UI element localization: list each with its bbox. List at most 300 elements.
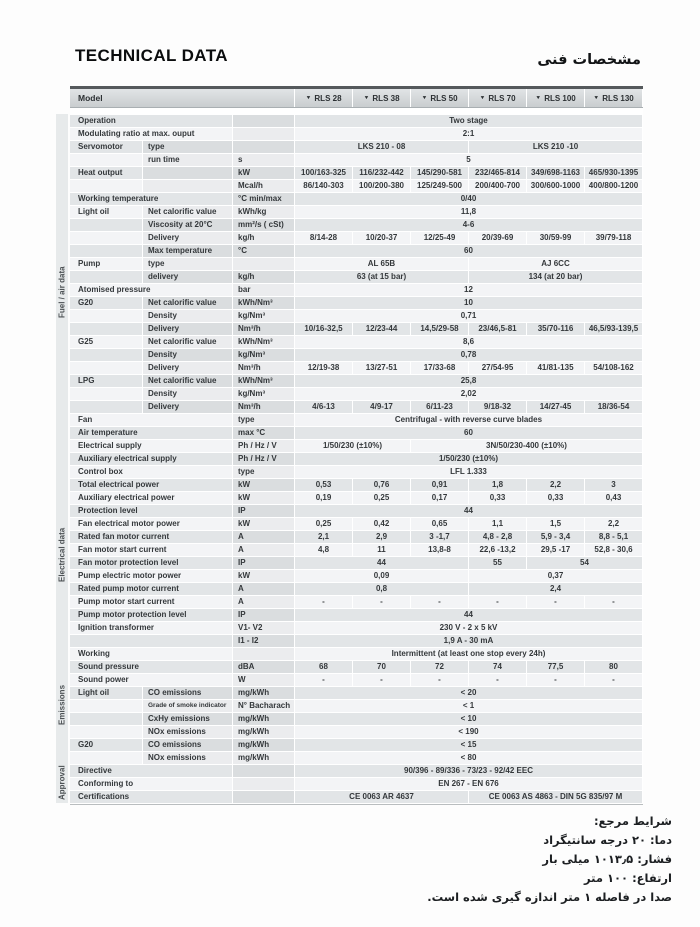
- cell-value: 8,8 - 5,1: [585, 531, 643, 543]
- table-row: [70, 583, 643, 596]
- row-label: G20: [70, 739, 143, 751]
- cell-value: 232/465-814: [469, 167, 527, 179]
- row-unit: A: [233, 583, 295, 595]
- cell-value: 145/290-581: [411, 167, 469, 179]
- row-label: Certifications: [70, 791, 233, 803]
- row-label: Servomotor: [70, 141, 143, 153]
- cell-value: < 10: [295, 713, 643, 725]
- row-unit: Ph / Hz / V: [233, 440, 295, 452]
- table-row: [70, 778, 643, 791]
- cell-value: Centrifugal - with reverse curve blades: [295, 414, 643, 426]
- row-unit: Nm³/h: [233, 401, 295, 413]
- cell-value: 46,5/93-139,5: [585, 323, 643, 335]
- row-unit: [233, 128, 295, 140]
- row-label: Fan motor protection level: [70, 557, 233, 569]
- row-label: [70, 232, 143, 244]
- row-sublabel: Delivery: [143, 323, 233, 335]
- table-row: [70, 375, 643, 388]
- row-unit: s: [233, 154, 295, 166]
- table-row: [70, 440, 643, 453]
- row-unit: mg/kWh: [233, 726, 295, 738]
- cell-value: 0,91: [411, 479, 469, 491]
- table-row: [70, 531, 643, 544]
- row-sublabel: Delivery: [143, 401, 233, 413]
- row-label: Working: [70, 648, 233, 660]
- table-row: [70, 739, 643, 752]
- row-label: Fan motor start current: [70, 544, 233, 556]
- row-label: Protection level: [70, 505, 233, 517]
- table-row: [70, 193, 643, 206]
- cell-value: 8/14-28: [295, 232, 353, 244]
- cell-value: 29,5 -17: [527, 544, 585, 556]
- row-unit: mm²/s ( cSt): [233, 219, 295, 231]
- row-sublabel: Grade of smoke indicator: [143, 700, 233, 712]
- row-unit: kWh/Nm³: [233, 375, 295, 387]
- row-label: Modulating ratio at max. ouput: [70, 128, 233, 140]
- table-row: [70, 232, 643, 245]
- row-unit: [233, 648, 295, 660]
- cell-value: -: [411, 596, 469, 608]
- row-label: Electrical supply: [70, 440, 233, 452]
- cell-value: 60: [295, 245, 643, 257]
- footnote-line: دما: ۲۰ درجه سانتیگراد: [543, 833, 672, 847]
- page-title: TECHNICAL DATA: [75, 46, 228, 65]
- row-unit: mg/kWh: [233, 687, 295, 699]
- cell-value: 41/81-135: [527, 362, 585, 374]
- row-label: [70, 154, 143, 166]
- row-unit: [233, 258, 295, 270]
- table-row: [70, 284, 643, 297]
- table-row: [70, 297, 643, 310]
- model-name: RLS 130: [602, 93, 634, 103]
- model-columns: [295, 89, 643, 107]
- row-label: Ignition transformer: [70, 622, 233, 634]
- table-row: [70, 609, 643, 622]
- row-unit: kg/Nm³: [233, 310, 295, 322]
- cell-value: 70: [353, 661, 411, 673]
- cell-value: 86/140-303: [295, 180, 353, 192]
- table-row: [70, 765, 643, 778]
- model-column-header: [585, 89, 643, 107]
- row-unit: mg/kWh: [233, 713, 295, 725]
- row-label: Conforming to: [70, 778, 233, 790]
- model-column-header: [295, 89, 353, 107]
- cell-value: 20/39-69: [469, 232, 527, 244]
- table-row: [70, 492, 643, 505]
- cell-value: -: [469, 596, 527, 608]
- cell-value: 4-6: [295, 219, 643, 231]
- cell-value: -: [295, 674, 353, 686]
- row-label: Pump: [70, 258, 143, 270]
- table-row: [70, 271, 643, 284]
- table-row: [70, 349, 643, 362]
- cell-value: 14,5/29-58: [411, 323, 469, 335]
- row-unit: A: [233, 544, 295, 556]
- row-sublabel: [143, 167, 233, 179]
- cell-value: -: [585, 674, 643, 686]
- cell-value: CE 0063 AR 4637: [295, 791, 469, 803]
- row-label: Sound power: [70, 674, 233, 686]
- table-row: [70, 388, 643, 401]
- cell-value: 230 V - 2 x 5 kV: [295, 622, 643, 634]
- cell-value: 0,53: [295, 479, 353, 491]
- cell-value: 3N/50/230-400 (±10%): [411, 440, 643, 452]
- cell-value: 18/36-54: [585, 401, 643, 413]
- model-name: RLS 100: [544, 93, 576, 103]
- row-sublabel: type: [143, 141, 233, 153]
- cell-value: 116/232-442: [353, 167, 411, 179]
- model-name: RLS 38: [372, 93, 400, 103]
- table-main: [70, 86, 643, 805]
- model-header-label: Model: [70, 89, 295, 107]
- row-unit: A: [233, 531, 295, 543]
- row-label: Pump motor start current: [70, 596, 233, 608]
- row-label: Light oil: [70, 687, 143, 699]
- cell-value: 55: [469, 557, 527, 569]
- reference-conditions-notes: [427, 812, 672, 907]
- cell-value: 35/70-116: [527, 323, 585, 335]
- cell-value: 11: [353, 544, 411, 556]
- cell-value: 25,8: [295, 375, 643, 387]
- cell-value: 3: [585, 479, 643, 491]
- row-sublabel: [143, 180, 233, 192]
- row-label: Rated pump motor current: [70, 583, 233, 595]
- table-row: [70, 414, 643, 427]
- table-row: [70, 115, 643, 128]
- row-sublabel: Delivery: [143, 362, 233, 374]
- table-row: [70, 479, 643, 492]
- cell-value: 74: [469, 661, 527, 673]
- cell-value: CE 0063 AS 4863 - DIN 5G 835/97 M: [469, 791, 643, 803]
- cell-value: < 190: [295, 726, 643, 738]
- cell-value: 125/249-500: [411, 180, 469, 192]
- row-unit: Mcal/h: [233, 180, 295, 192]
- cell-value: 2,4: [469, 583, 643, 595]
- row-label: [70, 362, 143, 374]
- row-label: [70, 713, 143, 725]
- cell-value: 10: [295, 297, 643, 309]
- row-sublabel: Max temperature: [143, 245, 233, 257]
- page-title-farsi: مشخصات فنی: [537, 52, 641, 68]
- row-sublabel: delivery: [143, 271, 233, 283]
- cell-value: 0,76: [353, 479, 411, 491]
- cell-value: 2,2: [585, 518, 643, 530]
- row-sublabel: NOx emissions: [143, 752, 233, 764]
- row-sublabel: Net calorific value: [143, 206, 233, 218]
- row-label: [70, 401, 143, 413]
- cell-value: 10/16-32,5: [295, 323, 353, 335]
- cell-value: 134 (at 20 bar): [469, 271, 643, 283]
- table-row: [70, 258, 643, 271]
- row-sublabel: Net calorific value: [143, 297, 233, 309]
- row-label: Pump electric motor power: [70, 570, 233, 582]
- footnote-line: شرایط مرجع:: [593, 814, 672, 828]
- cell-value: 400/800-1200: [585, 180, 643, 192]
- cell-value: 0,33: [469, 492, 527, 504]
- cell-value: AJ 6CC: [469, 258, 643, 270]
- table-row: [70, 791, 643, 804]
- table-row: [70, 310, 643, 323]
- table-body: [70, 115, 643, 805]
- side-category-label: Electrical data: [57, 527, 67, 583]
- table-row: [70, 180, 643, 193]
- row-label: Auxiliary electrical supply: [70, 453, 233, 465]
- row-unit: [233, 141, 295, 153]
- model-column-header: [411, 89, 469, 107]
- row-unit: kg/Nm³: [233, 349, 295, 361]
- row-label: Atomised pressure: [70, 284, 233, 296]
- cell-value: 5: [295, 154, 643, 166]
- row-label: [70, 752, 143, 764]
- cell-value: 4,8: [295, 544, 353, 556]
- table-row: [70, 362, 643, 375]
- cell-value: 1,8: [469, 479, 527, 491]
- row-label: [70, 219, 143, 231]
- row-unit: bar: [233, 284, 295, 296]
- cell-value: 9/18-32: [469, 401, 527, 413]
- cell-value: Intermittent (at least one stop every 24h): [295, 648, 643, 660]
- row-label: [70, 635, 233, 647]
- row-label: Sound pressure: [70, 661, 233, 673]
- cell-value: 68: [295, 661, 353, 673]
- cell-value: 10/20-37: [353, 232, 411, 244]
- cell-value: 77,5: [527, 661, 585, 673]
- model-column-header: [469, 89, 527, 107]
- cell-value: 200/400-700: [469, 180, 527, 192]
- cell-value: 1,5: [527, 518, 585, 530]
- cell-value: Two stage: [295, 115, 643, 127]
- row-label: Fan electrical motor power: [70, 518, 233, 530]
- cell-value: 0,43: [585, 492, 643, 504]
- cell-value: 54/108-162: [585, 362, 643, 374]
- cell-value: 349/698-1163: [527, 167, 585, 179]
- table-row: [70, 323, 643, 336]
- row-label: Operation: [70, 115, 233, 127]
- row-unit: Nm³/h: [233, 323, 295, 335]
- cell-value: 12/19-38: [295, 362, 353, 374]
- cell-value: AL 65B: [295, 258, 469, 270]
- dropdown-triangle-icon: ▼: [305, 95, 312, 101]
- row-label: Directive: [70, 765, 233, 777]
- dropdown-triangle-icon: ▼: [421, 95, 428, 101]
- table-row: [70, 674, 643, 687]
- model-column-header: [527, 89, 585, 107]
- row-unit: I1 - I2: [233, 635, 295, 647]
- table-row: [70, 687, 643, 700]
- cell-value: 0,65: [411, 518, 469, 530]
- row-label: Total electrical power: [70, 479, 233, 491]
- cell-value: < 15: [295, 739, 643, 751]
- table-row: [70, 427, 643, 440]
- row-unit: [233, 778, 295, 790]
- row-sublabel: Delivery: [143, 232, 233, 244]
- cell-value: 1/50/230 (±10%): [295, 440, 411, 452]
- cell-value: 72: [411, 661, 469, 673]
- model-name: RLS 50: [430, 93, 458, 103]
- model-name: RLS 28: [314, 93, 342, 103]
- row-label: [70, 388, 143, 400]
- table-row: [70, 505, 643, 518]
- table-row: [70, 336, 643, 349]
- table-row: [70, 752, 643, 765]
- cell-value: -: [527, 596, 585, 608]
- row-label: Heat output: [70, 167, 143, 179]
- cell-value: 4,8 - 2,8: [469, 531, 527, 543]
- cell-value: 63 (at 15 bar): [295, 271, 469, 283]
- cell-value: 2,02: [295, 388, 643, 400]
- model-name: RLS 70: [488, 93, 516, 103]
- cell-value: 54: [527, 557, 643, 569]
- cell-value: 11,8: [295, 206, 643, 218]
- cell-value: < 80: [295, 752, 643, 764]
- cell-value: -: [585, 596, 643, 608]
- dropdown-triangle-icon: ▼: [363, 95, 370, 101]
- row-sublabel: Net calorific value: [143, 375, 233, 387]
- cell-value: 60: [295, 427, 643, 439]
- row-sublabel: type: [143, 258, 233, 270]
- cell-value: 1,1: [469, 518, 527, 530]
- cell-value: 2,2: [527, 479, 585, 491]
- table-row: [70, 557, 643, 570]
- cell-value: -: [469, 674, 527, 686]
- row-label: Working temperature: [70, 193, 233, 205]
- row-unit: type: [233, 414, 295, 426]
- cell-value: 4/6-13: [295, 401, 353, 413]
- cell-value: 2:1: [295, 128, 643, 140]
- row-unit: kW: [233, 167, 295, 179]
- cell-value: -: [353, 674, 411, 686]
- row-unit: IP: [233, 609, 295, 621]
- row-unit: max °C: [233, 427, 295, 439]
- cell-value: 90/396 - 89/336 - 73/23 - 92/42 EEC: [295, 765, 643, 777]
- cell-value: 2,1: [295, 531, 353, 543]
- row-label: Auxiliary electrical power: [70, 492, 233, 504]
- footnote-line: فشار: ۱۰۱۳٫۵ میلی بار: [542, 852, 672, 866]
- cell-value: < 20: [295, 687, 643, 699]
- cell-value: 0,25: [295, 518, 353, 530]
- row-unit: °C: [233, 245, 295, 257]
- cell-value: 39/79-118: [585, 232, 643, 244]
- cell-value: 5,9 - 3,4: [527, 531, 585, 543]
- row-unit: [233, 765, 295, 777]
- cell-value: 8,6: [295, 336, 643, 348]
- table-row: [70, 128, 643, 141]
- table-row: [70, 596, 643, 609]
- table-row: [70, 661, 643, 674]
- cell-value: 12/25-49: [411, 232, 469, 244]
- row-unit: mg/kWh: [233, 752, 295, 764]
- row-label: [70, 245, 143, 257]
- cell-value: 0,09: [295, 570, 469, 582]
- row-label: Light oil: [70, 206, 143, 218]
- cell-value: 14/27-45: [527, 401, 585, 413]
- row-sublabel: CO emissions: [143, 739, 233, 751]
- cell-value: 44: [295, 609, 643, 621]
- table-row: [70, 648, 643, 661]
- row-unit: kW: [233, 479, 295, 491]
- cell-value: 12/23-44: [353, 323, 411, 335]
- table-row: [70, 453, 643, 466]
- row-unit: [233, 115, 295, 127]
- cell-value: -: [353, 596, 411, 608]
- row-label: [70, 323, 143, 335]
- row-unit: dBA: [233, 661, 295, 673]
- row-unit: type: [233, 466, 295, 478]
- cell-value: 13,8-8: [411, 544, 469, 556]
- row-unit: °C min/max: [233, 193, 295, 205]
- cell-value: 1,9 A - 30 mA: [295, 635, 643, 647]
- row-sublabel: NOx emissions: [143, 726, 233, 738]
- row-label: [70, 349, 143, 361]
- row-label: Rated fan motor current: [70, 531, 233, 543]
- row-unit: kW: [233, 570, 295, 582]
- cell-value: 100/163-325: [295, 167, 353, 179]
- row-sublabel: Net calorific value: [143, 336, 233, 348]
- row-unit: kW: [233, 518, 295, 530]
- cell-value: 17/33-68: [411, 362, 469, 374]
- row-unit: N° Bacharach: [233, 700, 295, 712]
- cell-value: 44: [295, 505, 643, 517]
- model-column-header: [353, 89, 411, 107]
- row-label: [70, 726, 143, 738]
- row-unit: kWh/Nm³: [233, 297, 295, 309]
- row-unit: V1- V2: [233, 622, 295, 634]
- table-row: [70, 518, 643, 531]
- cell-value: -: [411, 674, 469, 686]
- cell-value: LFL 1.333: [295, 466, 643, 478]
- cell-value: 0,8: [295, 583, 469, 595]
- cell-value: 2,9: [353, 531, 411, 543]
- cell-value: 100/200-380: [353, 180, 411, 192]
- row-sublabel: CxHy emissions: [143, 713, 233, 725]
- footnote-line: صدا در فاصله ۱ متر اندازه گیری شده است.: [427, 890, 672, 904]
- table-row: [70, 141, 643, 154]
- model-header-row: [70, 86, 643, 108]
- table-row: [70, 700, 643, 713]
- table-row: [70, 713, 643, 726]
- cell-value: 0,17: [411, 492, 469, 504]
- cell-value: 0/40: [295, 193, 643, 205]
- row-unit: kg/h: [233, 232, 295, 244]
- cell-value: 0,78: [295, 349, 643, 361]
- cell-value: 6/11-23: [411, 401, 469, 413]
- cell-value: 0,19: [295, 492, 353, 504]
- table-row: [70, 219, 643, 232]
- row-sublabel: Viscosity at 20°C: [143, 219, 233, 231]
- row-label: Pump motor protection level: [70, 609, 233, 621]
- cell-value: 0,25: [353, 492, 411, 504]
- row-unit: kWh/Nm³: [233, 336, 295, 348]
- cell-value: 4/9-17: [353, 401, 411, 413]
- row-sublabel: CO emissions: [143, 687, 233, 699]
- cell-value: 0,37: [469, 570, 643, 582]
- row-label: Air temperature: [70, 427, 233, 439]
- cell-value: 300/600-1000: [527, 180, 585, 192]
- table-row: [70, 635, 643, 648]
- row-label: [70, 271, 143, 283]
- row-unit: Nm³/h: [233, 362, 295, 374]
- cell-value: 1/50/230 (±10%): [295, 453, 643, 465]
- table-row: [70, 466, 643, 479]
- row-label: G20: [70, 297, 143, 309]
- row-sublabel: Density: [143, 310, 233, 322]
- row-unit: IP: [233, 505, 295, 517]
- cell-value: 52,8 - 30,6: [585, 544, 643, 556]
- cell-value: 30/59-99: [527, 232, 585, 244]
- row-sublabel: run time: [143, 154, 233, 166]
- row-unit: Ph / Hz / V: [233, 453, 295, 465]
- dropdown-triangle-icon: ▼: [535, 95, 542, 101]
